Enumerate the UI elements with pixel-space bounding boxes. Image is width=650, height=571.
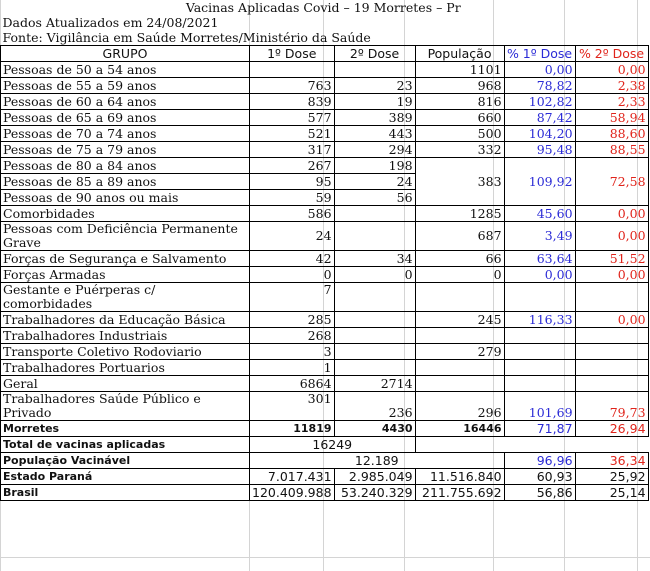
cell-pct-dose1 xyxy=(504,283,575,312)
table-row xyxy=(1,283,649,312)
cell-group: Geral xyxy=(1,376,250,392)
cell-group: Morretes xyxy=(1,421,250,437)
cell-dose1: 42 xyxy=(250,251,335,267)
header-pct-dose2: % 2º Dose xyxy=(575,46,648,62)
cell-pct-dose1: 87,42 xyxy=(504,110,575,126)
cell-pct-dose1: 0,00 xyxy=(504,267,575,283)
cell-dose1 xyxy=(250,62,335,78)
cell-dose2: 34 xyxy=(334,251,415,267)
cell-population xyxy=(415,360,504,376)
cell-group: Trabalhadores Portuarios xyxy=(1,360,250,376)
cell-group: Pessoas de 55 a 59 anos xyxy=(1,78,250,94)
vaccinable-population-row xyxy=(1,453,649,469)
cell-population: 332 xyxy=(415,142,504,158)
cell-pct-dose1: 3,49 xyxy=(504,222,575,251)
cell-dose2: 2714 xyxy=(334,376,415,392)
cell-population: 211.755.692 xyxy=(415,485,504,501)
cell-dose1: 0 xyxy=(250,267,335,283)
cell-group: Pessoas de 50 a 54 anos xyxy=(1,62,250,78)
morretes-total-row xyxy=(1,421,649,437)
cell-group: Trabalhadores Industriais xyxy=(1,328,250,344)
cell-group: Brasil xyxy=(1,485,250,501)
cell-dose1: 3 xyxy=(250,344,335,360)
sheet-title: Vacinas Aplicadas Covid – 19 Morretes – Pr xyxy=(185,0,461,15)
cell-dose2: 23 xyxy=(334,78,415,94)
cell-pct-dose2: 25,92 xyxy=(575,469,648,485)
cell-population: 11.516.840 xyxy=(415,469,504,485)
cell-population xyxy=(415,328,504,344)
table-row xyxy=(1,94,649,110)
cell-group: Pessoas de 75 a 79 anos xyxy=(1,142,250,158)
header-group: GRUPO xyxy=(1,46,250,62)
cell-pct-dose1 xyxy=(504,360,575,376)
table-row xyxy=(1,312,649,328)
cell-pct-dose1: 71,87 xyxy=(504,421,575,437)
cell-dose1: 95 xyxy=(250,174,335,190)
cell-pct-dose2 xyxy=(575,328,648,344)
cell-population: 0 xyxy=(415,267,504,283)
cell-dose1: 7 xyxy=(250,283,335,312)
table-row xyxy=(1,360,649,376)
cell-pct-dose1: 95,48 xyxy=(504,142,575,158)
cell-dose1: 1 xyxy=(250,360,335,376)
cell-dose1: 267 xyxy=(250,158,335,174)
cell-pct-dose1 xyxy=(504,344,575,360)
cell-population: 1285 xyxy=(415,206,504,222)
table-row xyxy=(1,206,649,222)
cell-pct-dose1: 63,64 xyxy=(504,251,575,267)
table-row xyxy=(1,142,649,158)
data-source: Fonte: Vigilância em Saúde Morretes/Ministério da Saúde xyxy=(2,30,371,45)
cell-dose1: 268 xyxy=(250,328,335,344)
cell-population xyxy=(415,283,504,312)
cell-dose2 xyxy=(334,222,415,251)
vaccinable-value: 12.189 xyxy=(250,453,505,469)
cell-pct-dose2: 0,00 xyxy=(575,206,648,222)
cell-pct-dose2: 88,60 xyxy=(575,126,648,142)
header-dose1: 1º Dose xyxy=(250,46,335,62)
cell-dose2: 294 xyxy=(334,142,415,158)
cell-dose1: 521 xyxy=(250,126,335,142)
cell-pct-dose2: 25,14 xyxy=(575,485,648,501)
cell-pct-dose1: 56,86 xyxy=(504,485,575,501)
table-row xyxy=(1,110,649,126)
cell-dose2 xyxy=(334,360,415,376)
cell-dose1: 301 xyxy=(250,392,335,421)
total-vaccines-row xyxy=(1,437,649,453)
total-vaccines-value: 16249 xyxy=(250,437,416,453)
cell-dose2: 389 xyxy=(334,110,415,126)
cell-population: 816 xyxy=(415,94,504,110)
table-row xyxy=(1,78,649,94)
cell-pct-dose2: 51,52 xyxy=(575,251,648,267)
cell-dose2 xyxy=(334,283,415,312)
cell-pct-dose2: 0,00 xyxy=(575,62,648,78)
cell-dose2: 443 xyxy=(334,126,415,142)
cell-population: 968 xyxy=(415,78,504,94)
cell-dose2 xyxy=(334,206,415,222)
cell-group: Pessoas de 85 a 89 anos xyxy=(1,174,250,190)
cell-population xyxy=(415,376,504,392)
table-row xyxy=(1,392,649,421)
cell-pct-dose2: 26,94 xyxy=(575,421,648,437)
cell-dose1: 839 xyxy=(250,94,335,110)
cell-dose1: 285 xyxy=(250,312,335,328)
cell-dose1: 7.017.431 xyxy=(250,469,335,485)
cell-group: Estado Paraná xyxy=(1,469,250,485)
cell-group: Gestante e Puérperas c/ comorbidades xyxy=(1,283,250,312)
cell-dose1: 317 xyxy=(250,142,335,158)
cell-dose2: 0 xyxy=(334,267,415,283)
cell-pct-dose2 xyxy=(575,360,648,376)
cell-pct-dose1: 0,00 xyxy=(504,62,575,78)
cell-pct-dose1: 60,93 xyxy=(504,469,575,485)
cell-pct-dose2 xyxy=(575,376,648,392)
cell-pct-dose1: 116,33 xyxy=(504,312,575,328)
cell-dose2: 198 xyxy=(334,158,415,174)
cell-population: 660 xyxy=(415,110,504,126)
table-row xyxy=(1,126,649,142)
cell-group: Pessoas de 60 a 64 anos xyxy=(1,94,250,110)
cell-population: 66 xyxy=(415,251,504,267)
cell-population: 279 xyxy=(415,344,504,360)
cell-pct-dose1 xyxy=(504,328,575,344)
header-population: População xyxy=(415,46,504,62)
cell-group: Forças Armadas xyxy=(1,267,250,283)
table-row xyxy=(1,251,649,267)
cell-population: 687 xyxy=(415,222,504,251)
cell-pct-dose2: 0,00 xyxy=(575,312,648,328)
cell-pct-dose1: 45,60 xyxy=(504,206,575,222)
cell-dose1: 577 xyxy=(250,110,335,126)
table-row xyxy=(1,328,649,344)
cell-dose1: 59 xyxy=(250,190,335,206)
table-row xyxy=(1,376,649,392)
cell-population: 16446 xyxy=(415,421,504,437)
cell-population: 296 xyxy=(415,392,504,421)
cell-pct-dose2-merged: 72,58 xyxy=(575,158,648,206)
table-row xyxy=(1,267,649,283)
cell-dose1: 24 xyxy=(250,222,335,251)
table-row xyxy=(1,62,649,78)
cell-pct-dose2 xyxy=(575,344,648,360)
cell-group: Pessoas com Deficiência Permanente Grave xyxy=(1,222,250,251)
cell-dose1: 11819 xyxy=(250,421,335,437)
cell-dose2 xyxy=(334,328,415,344)
cell-group: Pessoas de 90 anos ou mais xyxy=(1,190,250,206)
cell-pct-dose2: 88,55 xyxy=(575,142,648,158)
cell-dose2: 4430 xyxy=(334,421,415,437)
cell-pct-dose2: 36,34 xyxy=(575,453,648,469)
cell-pct-dose2: 2,38 xyxy=(575,78,648,94)
cell-dose2 xyxy=(334,344,415,360)
header-pct-dose1: % 1º Dose xyxy=(504,46,575,62)
cell-population: 1101 xyxy=(415,62,504,78)
cell-pct-dose1: 102,82 xyxy=(504,94,575,110)
cell-dose2 xyxy=(334,62,415,78)
parana-row xyxy=(1,469,649,485)
cell-group: Pessoas de 65 a 69 anos xyxy=(1,110,250,126)
cell-pct-dose1: 78,82 xyxy=(504,78,575,94)
cell-group: Pessoas de 80 a 84 anos xyxy=(1,158,250,174)
vaccinable-label: População Vacinável xyxy=(1,453,250,469)
cell-dose1: 6864 xyxy=(250,376,335,392)
cell-dose2: 236 xyxy=(334,392,415,421)
cell-pct-dose1: 101,69 xyxy=(504,392,575,421)
cell-dose2: 53.240.329 xyxy=(334,485,415,501)
cell-pct-dose2: 0,00 xyxy=(575,222,648,251)
cell-dose1: 763 xyxy=(250,78,335,94)
cell-pct-dose1 xyxy=(504,376,575,392)
cell-group: Comorbidades xyxy=(1,206,250,222)
cell-group: Pessoas de 70 a 74 anos xyxy=(1,126,250,142)
updated-date: Dados Atualizados em 24/08/2021 xyxy=(2,15,219,30)
cell-group: Forças de Segurança e Salvamento xyxy=(1,251,250,267)
table-row xyxy=(1,344,649,360)
cell-dose2 xyxy=(334,312,415,328)
cell-pct-dose2: 79,73 xyxy=(575,392,648,421)
cell-population: 500 xyxy=(415,126,504,142)
cell-pct-dose1: 96,96 xyxy=(504,453,575,469)
total-vaccines-label: Total de vacinas aplicadas xyxy=(1,437,250,453)
cell-population-merged: 383 xyxy=(415,158,504,206)
cell-dose2: 19 xyxy=(334,94,415,110)
header-dose2: 2º Dose xyxy=(334,46,415,62)
cell-pct-dose2 xyxy=(575,283,648,312)
cell-pct-dose1-merged: 109,92 xyxy=(504,158,575,206)
cell-group: Trabalhadores da Educação Básica xyxy=(1,312,250,328)
cell-dose2: 2.985.049 xyxy=(334,469,415,485)
table-row xyxy=(1,222,649,251)
cell-pct-dose1: 104,20 xyxy=(504,126,575,142)
table-row xyxy=(1,158,649,174)
cell-pct-dose2: 0,00 xyxy=(575,267,648,283)
cell-dose2: 24 xyxy=(334,174,415,190)
cell-pct-dose2: 2,33 xyxy=(575,94,648,110)
cell-group: Trabalhadores Saúde Público e Privado xyxy=(1,392,250,421)
brasil-row xyxy=(1,485,649,501)
cell-dose1: 120.409.988 xyxy=(250,485,335,501)
cell-dose1: 586 xyxy=(250,206,335,222)
cell-population: 245 xyxy=(415,312,504,328)
cell-pct-dose2: 58,94 xyxy=(575,110,648,126)
table-header-row xyxy=(1,46,649,62)
cell-dose2: 56 xyxy=(334,190,415,206)
cell-group: Transporte Coletivo Rodoviario xyxy=(1,344,250,360)
